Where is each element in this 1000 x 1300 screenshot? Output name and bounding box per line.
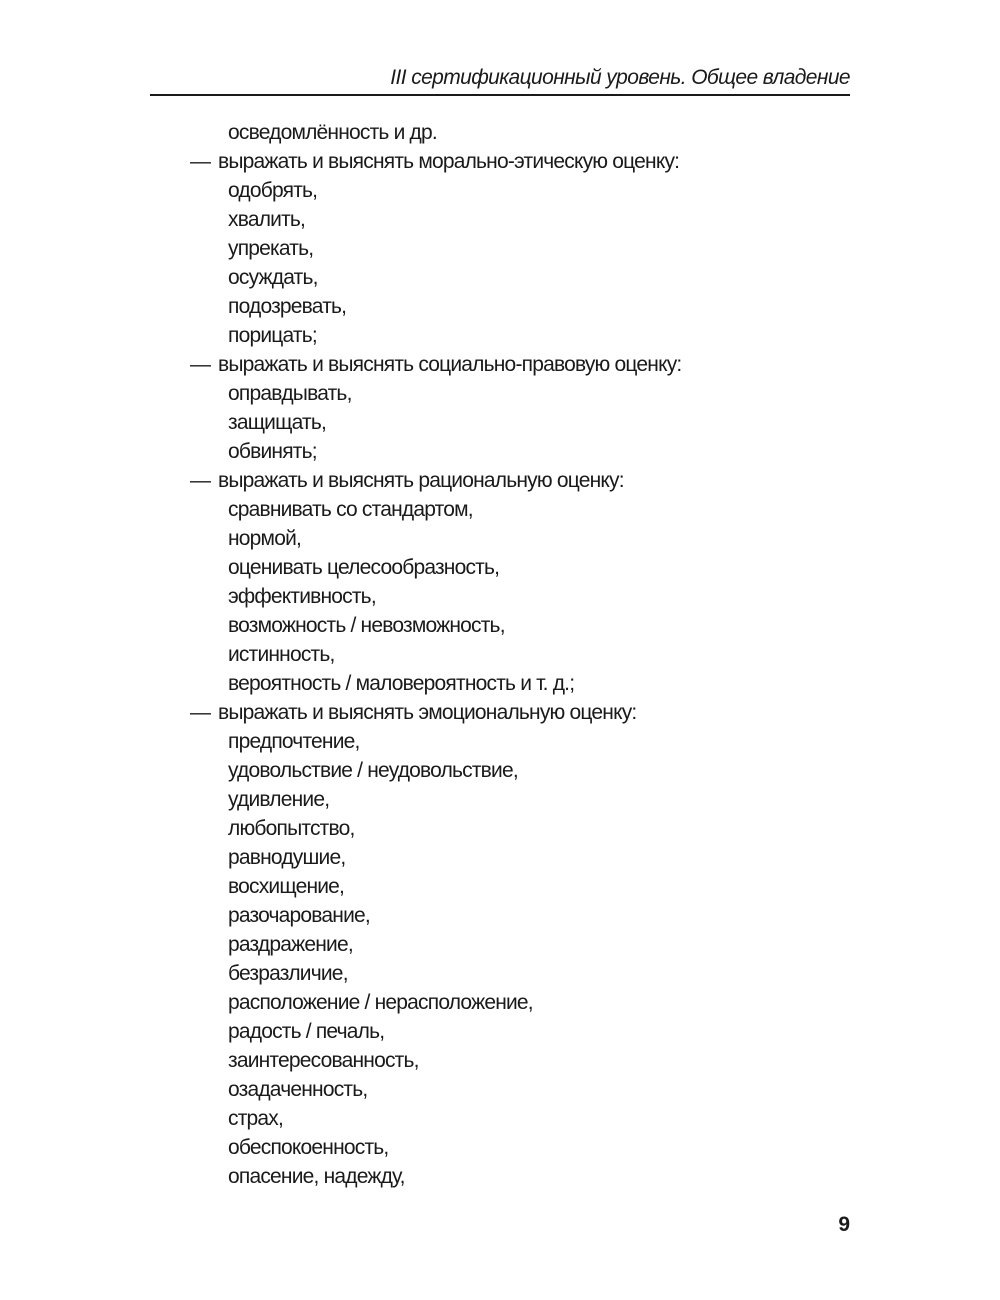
- list-item: разочарование,: [228, 904, 370, 927]
- list-item: озадаченность,: [228, 1078, 368, 1101]
- list-item: осуждать,: [228, 266, 318, 289]
- list-item: раздражение,: [228, 933, 353, 956]
- list-item: возможность / невозможность,: [228, 614, 505, 637]
- list-item: оправдывать,: [228, 382, 352, 405]
- list-item: осведомлённость и др.: [228, 121, 437, 144]
- list-item: предпочтение,: [228, 730, 360, 753]
- list-item: защищать,: [228, 411, 327, 434]
- list-item: сравнивать со стандартом,: [228, 498, 473, 521]
- list-item: восхищение,: [228, 875, 345, 898]
- list-item: опасение, надежду,: [228, 1165, 405, 1188]
- list-heading-text: выражать и выяснять социально-правовую оценку:: [218, 353, 682, 376]
- list-item: равнодушие,: [228, 846, 346, 869]
- page-number: 9: [838, 1213, 850, 1236]
- list-item: порицать;: [228, 324, 317, 347]
- list-item: любопытство,: [228, 817, 355, 840]
- list-item: радость / печаль,: [228, 1020, 385, 1043]
- list-item: удивление,: [228, 788, 330, 811]
- em-dash: —: [190, 353, 211, 376]
- list-heading: [190, 698, 850, 727]
- page-body: [190, 118, 850, 1191]
- em-dash: —: [190, 469, 211, 492]
- running-header-text: III сертификационный уровень. Общее владение: [390, 66, 850, 89]
- list-item: расположение / нерасположение,: [228, 991, 533, 1014]
- list-item: заинтересованность,: [228, 1049, 419, 1072]
- list-item: обеспокоенность,: [228, 1136, 389, 1159]
- list-item: страх,: [228, 1107, 284, 1130]
- list-heading-text: выражать и выяснять рациональную оценку:: [218, 469, 624, 492]
- em-dash: —: [190, 150, 211, 173]
- list-item: вероятность / маловероятность и т. д.;: [228, 672, 575, 695]
- list-item: нормой,: [228, 527, 302, 550]
- list-item: удовольствие / неудовольствие,: [228, 759, 518, 782]
- list-heading: [190, 147, 850, 176]
- list-item: безразличие,: [228, 962, 348, 985]
- list-heading-text: выражать и выяснять эмоциональную оценку:: [218, 701, 637, 724]
- list-heading: [190, 466, 850, 495]
- list-heading-text: выражать и выяснять морально-этическую оценку:: [218, 150, 680, 173]
- running-header: [150, 64, 850, 96]
- list-item: упрекать,: [228, 237, 314, 260]
- list-item: оценивать целесообразность,: [228, 556, 500, 579]
- list-item: эффективность,: [228, 585, 376, 608]
- list-item: истинность,: [228, 643, 335, 666]
- list-item: хвалить,: [228, 208, 306, 231]
- list-item: обвинять;: [228, 440, 317, 463]
- list-heading: [190, 350, 850, 379]
- em-dash: —: [190, 701, 211, 724]
- list-item: одобрять,: [228, 179, 318, 202]
- list-item: подозревать,: [228, 295, 347, 318]
